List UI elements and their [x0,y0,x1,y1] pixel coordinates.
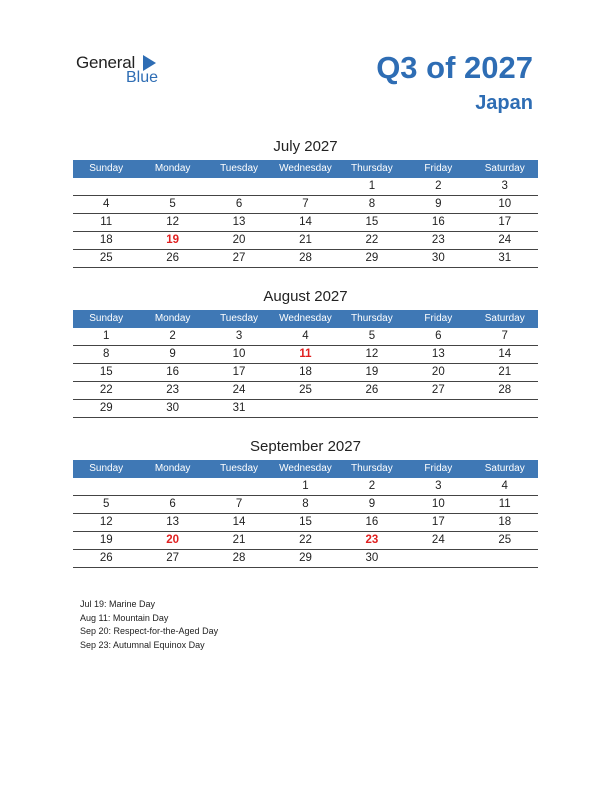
weekday-header-thursday: Thursday [351,163,393,174]
weeks-container [73,478,538,568]
day-cell: 17 [498,216,512,228]
holiday-item: Sep 23: Autumnal Equinox Day [80,639,205,650]
holiday-day-cell: 11 [299,348,312,360]
weekday-header-thursday: Thursday [351,313,393,324]
day-cell: 21 [498,366,512,378]
empty-day-cell [73,178,139,195]
empty-day-cell [139,478,205,495]
day-cell: 21 [299,234,312,246]
day-cell: 13 [431,348,445,360]
day-cell: 2 [169,330,176,342]
weekday-header-monday: Monday [154,463,191,474]
day-cell: 3 [435,480,442,492]
day-cell: 5 [169,198,176,210]
day-cell: 26 [166,252,180,264]
day-cell: 16 [166,366,180,378]
day-cell: 19 [365,366,379,378]
week-row [73,382,538,400]
week-row [73,496,538,514]
weeks-container [73,178,538,268]
day-cell: 27 [232,252,246,264]
empty-day-cell [272,400,338,417]
week-row [73,514,538,532]
logo-text-blue: Blue [126,69,159,86]
day-cell: 19 [99,534,113,546]
day-cell: 24 [232,384,246,396]
day-cell: 23 [166,384,180,396]
day-cell: 2 [435,180,442,192]
weekday-header-row [73,460,538,478]
holiday-list [80,598,218,652]
day-cell: 16 [365,516,379,528]
day-cell: 12 [99,516,113,528]
day-cell: 24 [498,234,512,246]
day-cell: 26 [365,384,379,396]
weekday-header-monday: Monday [154,163,191,174]
day-cell: 9 [368,498,376,510]
day-cell: 13 [166,516,180,528]
day-cell: 17 [232,366,246,378]
day-cell: 22 [99,384,113,396]
day-cell: 9 [435,198,442,210]
day-cell: 11 [100,216,113,228]
empty-day-cell [206,178,272,195]
empty-day-cell [339,400,405,417]
holiday-item: Sep 20: Respect-for-the-Aged Day [80,626,219,636]
day-cell: 2 [368,480,376,492]
day-cell: 25 [498,534,512,546]
week-row [73,550,538,568]
page-title: Q3 of 2027 [376,50,533,85]
weekday-header-saturday: Saturday [484,163,525,174]
month-title: July 2027 [273,138,338,155]
week-row [73,178,538,196]
day-cell: 1 [302,480,309,492]
weekday-header-sunday: Sunday [89,313,124,324]
day-cell: 27 [431,384,445,396]
empty-day-cell [472,550,538,567]
day-cell: 28 [299,252,312,264]
weekday-header-wednesday: Wednesday [279,313,332,324]
holiday-day-cell: 23 [365,534,379,546]
generalblue-logo [76,53,176,89]
weekday-header-tuesday: Tuesday [220,313,259,324]
weekday-header-saturday: Saturday [484,313,525,324]
weekday-header-row [73,310,538,328]
day-cell: 25 [99,252,113,264]
country-name: Japan [475,92,533,114]
week-row [73,478,538,496]
weekday-header-tuesday: Tuesday [220,163,259,174]
day-cell: 3 [501,180,508,192]
empty-day-cell [405,550,471,567]
day-cell: 21 [232,534,246,546]
weekday-header-saturday: Saturday [484,463,525,474]
day-cell: 14 [299,216,312,228]
day-cell: 17 [431,516,445,528]
day-cell: 15 [365,216,379,228]
logo-text-general: General [76,53,136,72]
day-cell: 7 [302,198,309,210]
day-cell: 6 [169,498,176,510]
weekday-header-tuesday: Tuesday [220,463,259,474]
month-title: August 2027 [263,288,348,305]
day-cell: 10 [232,348,246,360]
day-cell: 10 [498,198,512,210]
day-cell: 30 [166,402,180,414]
weekday-header-friday: Friday [424,163,453,174]
holiday-item: Jul 19: Marine Day [80,599,156,609]
day-cell: 16 [431,216,445,228]
day-cell: 18 [498,516,512,528]
week-row [73,346,538,364]
day-cell: 5 [368,330,376,342]
day-cell: 1 [103,330,110,342]
week-row [73,232,538,250]
day-cell: 4 [501,480,508,492]
month-title: September 2027 [250,438,361,455]
day-cell: 8 [302,498,309,510]
day-cell: 13 [232,216,246,228]
day-cell: 15 [299,516,312,528]
week-row [73,532,538,550]
day-cell: 8 [103,348,110,360]
day-cell: 30 [365,552,379,564]
weekday-header-monday: Monday [154,313,191,324]
week-row [73,364,538,382]
holiday-day-cell: 20 [166,534,180,546]
day-cell: 22 [299,534,312,546]
day-cell: 25 [299,384,312,396]
weekday-header-friday: Friday [424,463,453,474]
week-row [73,196,538,214]
day-cell: 20 [232,234,246,246]
empty-day-cell [405,400,471,417]
holiday-day-cell: 19 [166,234,180,246]
day-cell: 10 [431,498,445,510]
day-cell: 18 [299,366,312,378]
day-cell: 31 [498,252,512,264]
day-cell: 28 [498,384,512,396]
day-cell: 6 [435,330,442,342]
holiday-item: Aug 11: Mountain Day [80,612,169,623]
weekday-header-thursday: Thursday [351,463,393,474]
day-cell: 29 [365,252,379,264]
weekday-header-wednesday: Wednesday [279,463,332,474]
month-calendar-july [73,137,538,268]
day-cell: 8 [368,198,376,210]
day-cell: 28 [232,552,246,564]
day-cell: 24 [431,534,445,546]
day-cell: 14 [498,348,512,360]
weekday-header-wednesday: Wednesday [279,163,332,174]
day-cell: 12 [365,348,379,360]
weekday-header-row [73,160,538,178]
day-cell: 22 [365,234,379,246]
day-cell: 29 [99,402,113,414]
day-cell: 4 [103,198,110,210]
week-row [73,328,538,346]
day-cell: 30 [431,252,445,264]
weekday-header-sunday: Sunday [89,163,124,174]
month-calendar-august [73,287,538,418]
empty-day-cell [73,478,139,495]
day-cell: 9 [169,348,176,360]
day-cell: 4 [302,330,309,342]
day-cell: 11 [498,498,511,510]
day-cell: 29 [299,552,312,564]
empty-day-cell [272,178,338,195]
week-row [73,250,538,268]
day-cell: 5 [103,498,110,510]
day-cell: 12 [166,216,180,228]
day-cell: 31 [232,402,246,414]
day-cell: 1 [368,180,376,192]
day-cell: 7 [235,498,243,510]
day-cell: 26 [99,552,113,564]
day-cell: 6 [235,198,243,210]
day-cell: 3 [235,330,243,342]
day-cell: 27 [166,552,180,564]
empty-day-cell [472,400,538,417]
empty-day-cell [206,478,272,495]
weekday-header-sunday: Sunday [89,463,124,474]
week-row [73,214,538,232]
empty-day-cell [139,178,205,195]
day-cell: 14 [232,516,246,528]
weekday-header-friday: Friday [424,313,453,324]
day-cell: 20 [431,366,445,378]
day-cell: 23 [431,234,445,246]
day-cell: 18 [99,234,113,246]
week-row [73,400,538,418]
day-cell: 7 [501,330,508,342]
month-calendar-september [73,437,538,568]
weeks-container [73,328,538,418]
day-cell: 15 [99,366,113,378]
